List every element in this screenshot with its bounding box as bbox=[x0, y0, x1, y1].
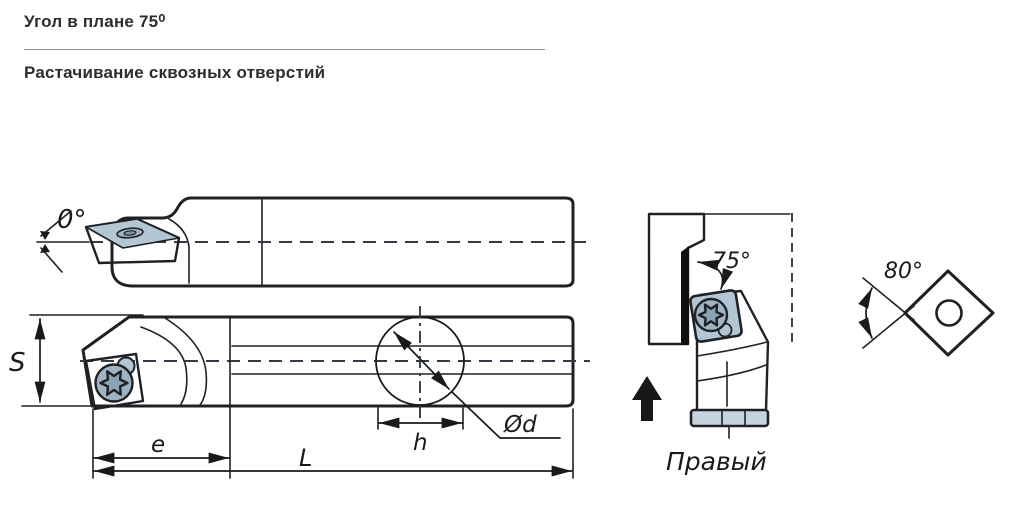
torx-screw-icon bbox=[695, 299, 727, 331]
nose-angle-label: 80° bbox=[884, 259, 923, 284]
entering-angle-label: 75° bbox=[712, 249, 751, 274]
dimension-d bbox=[452, 392, 560, 438]
boring-bar-top-view bbox=[37, 198, 592, 286]
bore-surface bbox=[681, 246, 689, 345]
nose-angle-arc bbox=[866, 288, 872, 338]
entering-angle-annotation bbox=[698, 249, 751, 289]
rake-angle-label: 0° bbox=[57, 205, 87, 235]
cutting-detail-view bbox=[632, 213, 792, 476]
page-title: Угол в плане 75⁰ bbox=[24, 12, 166, 31]
dim-S-label: S bbox=[9, 348, 26, 378]
tool-flange bbox=[691, 410, 768, 426]
neck-contour bbox=[169, 219, 189, 283]
insert-hole bbox=[937, 301, 962, 326]
insert-shape-view bbox=[863, 259, 993, 355]
page-subtitle: Растачивание сквозных отверстий bbox=[24, 63, 326, 82]
hand-label: Правый bbox=[666, 447, 767, 476]
boring-bar-side-view bbox=[9, 306, 590, 478]
dim-e-label: e bbox=[151, 432, 166, 458]
dim-d-label: Ød bbox=[504, 412, 537, 438]
head-contour-1 bbox=[141, 327, 187, 404]
dim-L-label: L bbox=[299, 444, 313, 472]
dimension-L bbox=[94, 409, 573, 478]
bar-body-side bbox=[83, 317, 573, 406]
feed-direction-arrow-icon bbox=[632, 376, 662, 421]
dim-h-label: h bbox=[413, 430, 428, 456]
rake-angle-annotation bbox=[37, 205, 89, 272]
torx-screw-icon bbox=[96, 365, 133, 402]
tool-in-cut bbox=[690, 290, 768, 438]
insert-top-view bbox=[86, 219, 179, 263]
